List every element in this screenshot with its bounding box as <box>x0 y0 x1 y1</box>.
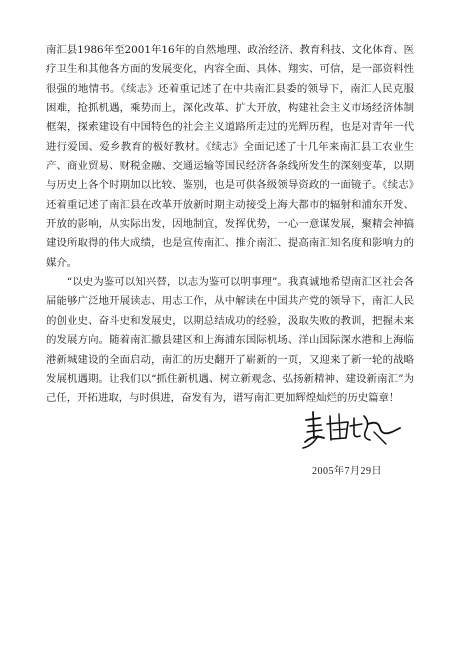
body-text <box>46 41 414 409</box>
handwritten-signature <box>300 408 404 450</box>
signature-date: 2005年7月29日 <box>312 466 382 477</box>
paragraph-1: 南汇县1986年至2001年16年的自然地理、政治经济、教育科技、文化体育、医疗卫生和其他各方面的发展变化，内容全面、具体、翔实、可信，是一部资料性很强的地情书。《续志》还着重记述了在中共南汇县委的领导下，南汇人民克服困难，抢抓机遇，乘势而上，深化改革、扩大开放，构建社会主义市场经济体制框架，探索建设有中国特色的社会主义道路所走过的光辉历程，也是对青年一代进行爱国、爱乡教育的极好教材。《续志》全面记述了十几年来南汇县工农业生产、商业贸易、财税金融、交通运输等国民经济各条线所发生的深刻变革，以期与历史上各个时期加以比较、鉴别，也是可供各级领导资政的一面镜子。《续志》还着重记述了南汇县在改革开放新时期主动接受上海大都市的辐射和浦东开发、开放的影响，从实际出发，因地制宜，发挥优势，一心一意谋发展，聚精会神搞建设所取得的伟大成绩，也是宣传南汇、推介南汇、提高南汇知名度和影响力的媒介。 <box>46 44 414 269</box>
paragraph-2: “以史为鉴可以知兴替，以志为鉴可以明事理”。我真诚地希望南汇区社会各届能够广泛地开展读志、用志工作，从中解读在中国共产党的领导下，南汇人民的创业史、奋斗史和发展史，以期总结成功的经验，汲取失败的教训，把握未来的发展方向。随着南汇撤县建区和上海浦东国际机场、洋山国际深水港和上海临港新城建设的全面启动，南汇的历史翻开了崭新的一页，又迎来了新一轮的战略发展机遇期。让我们以“抓住新机遇、树立新观念、弘扬新精神、建设新南汇”为己任，开拓进取，与时俱进，奋发有为，谱写南汇更加辉煌灿烂的历史篇章！ <box>46 276 414 405</box>
